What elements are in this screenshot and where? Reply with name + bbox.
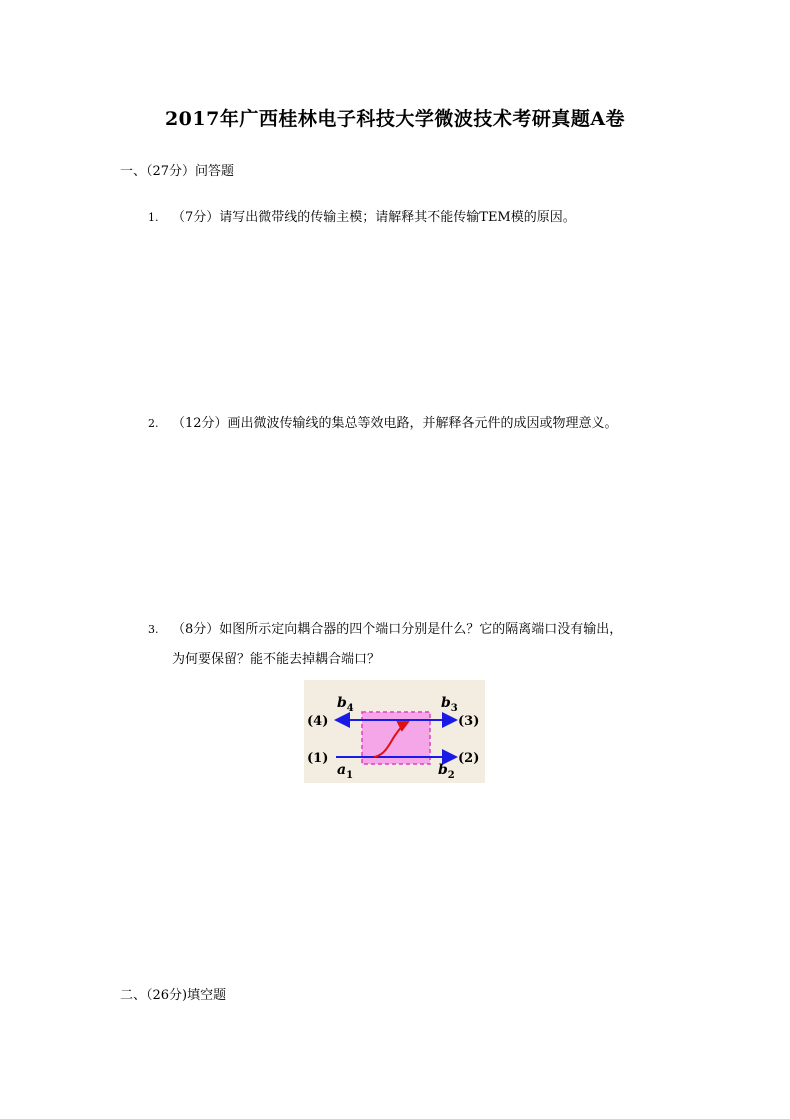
question-text: （12分）画出微波传输线的集总等效电路，并解释各元件的成因或物理意义。 bbox=[172, 416, 618, 431]
question-text-continued: 为何要保留？能不能去掉耦合端口？ bbox=[172, 652, 381, 667]
question-text: （8分）如图所示定向耦合器的四个端口分别是什么？它的隔离端口没有输出， bbox=[172, 622, 623, 637]
question-1 bbox=[148, 203, 576, 233]
question-2 bbox=[148, 409, 618, 439]
a1-label: $a_1$ bbox=[337, 762, 354, 781]
question-number: 1. bbox=[148, 211, 159, 224]
b4-label: $b_4$ bbox=[337, 695, 354, 714]
question-number: 3. bbox=[148, 623, 159, 636]
port-4-label: (4) bbox=[307, 714, 329, 729]
port-3-label: (3) bbox=[458, 714, 480, 729]
directional-coupler-figure bbox=[304, 680, 485, 783]
b3-label: $b_3$ bbox=[441, 695, 458, 714]
b2-label: $b_2$ bbox=[438, 762, 455, 781]
question-text: （7分）请写出微带线的传输主模；请解释其不能传输TEM模的原因。 bbox=[172, 210, 576, 225]
port-1-label: (1) bbox=[307, 751, 329, 766]
page-title: 2017年广西桂林电子科技大学微波技术考研真题A卷 bbox=[164, 108, 626, 130]
port-2-label: (2) bbox=[458, 751, 480, 766]
section-2-heading: 二、（26分)填空题 bbox=[120, 988, 227, 1003]
section-1-heading: 一、（27分）问答题 bbox=[120, 164, 235, 179]
question-3 bbox=[148, 615, 622, 675]
question-number: 2. bbox=[148, 417, 159, 430]
